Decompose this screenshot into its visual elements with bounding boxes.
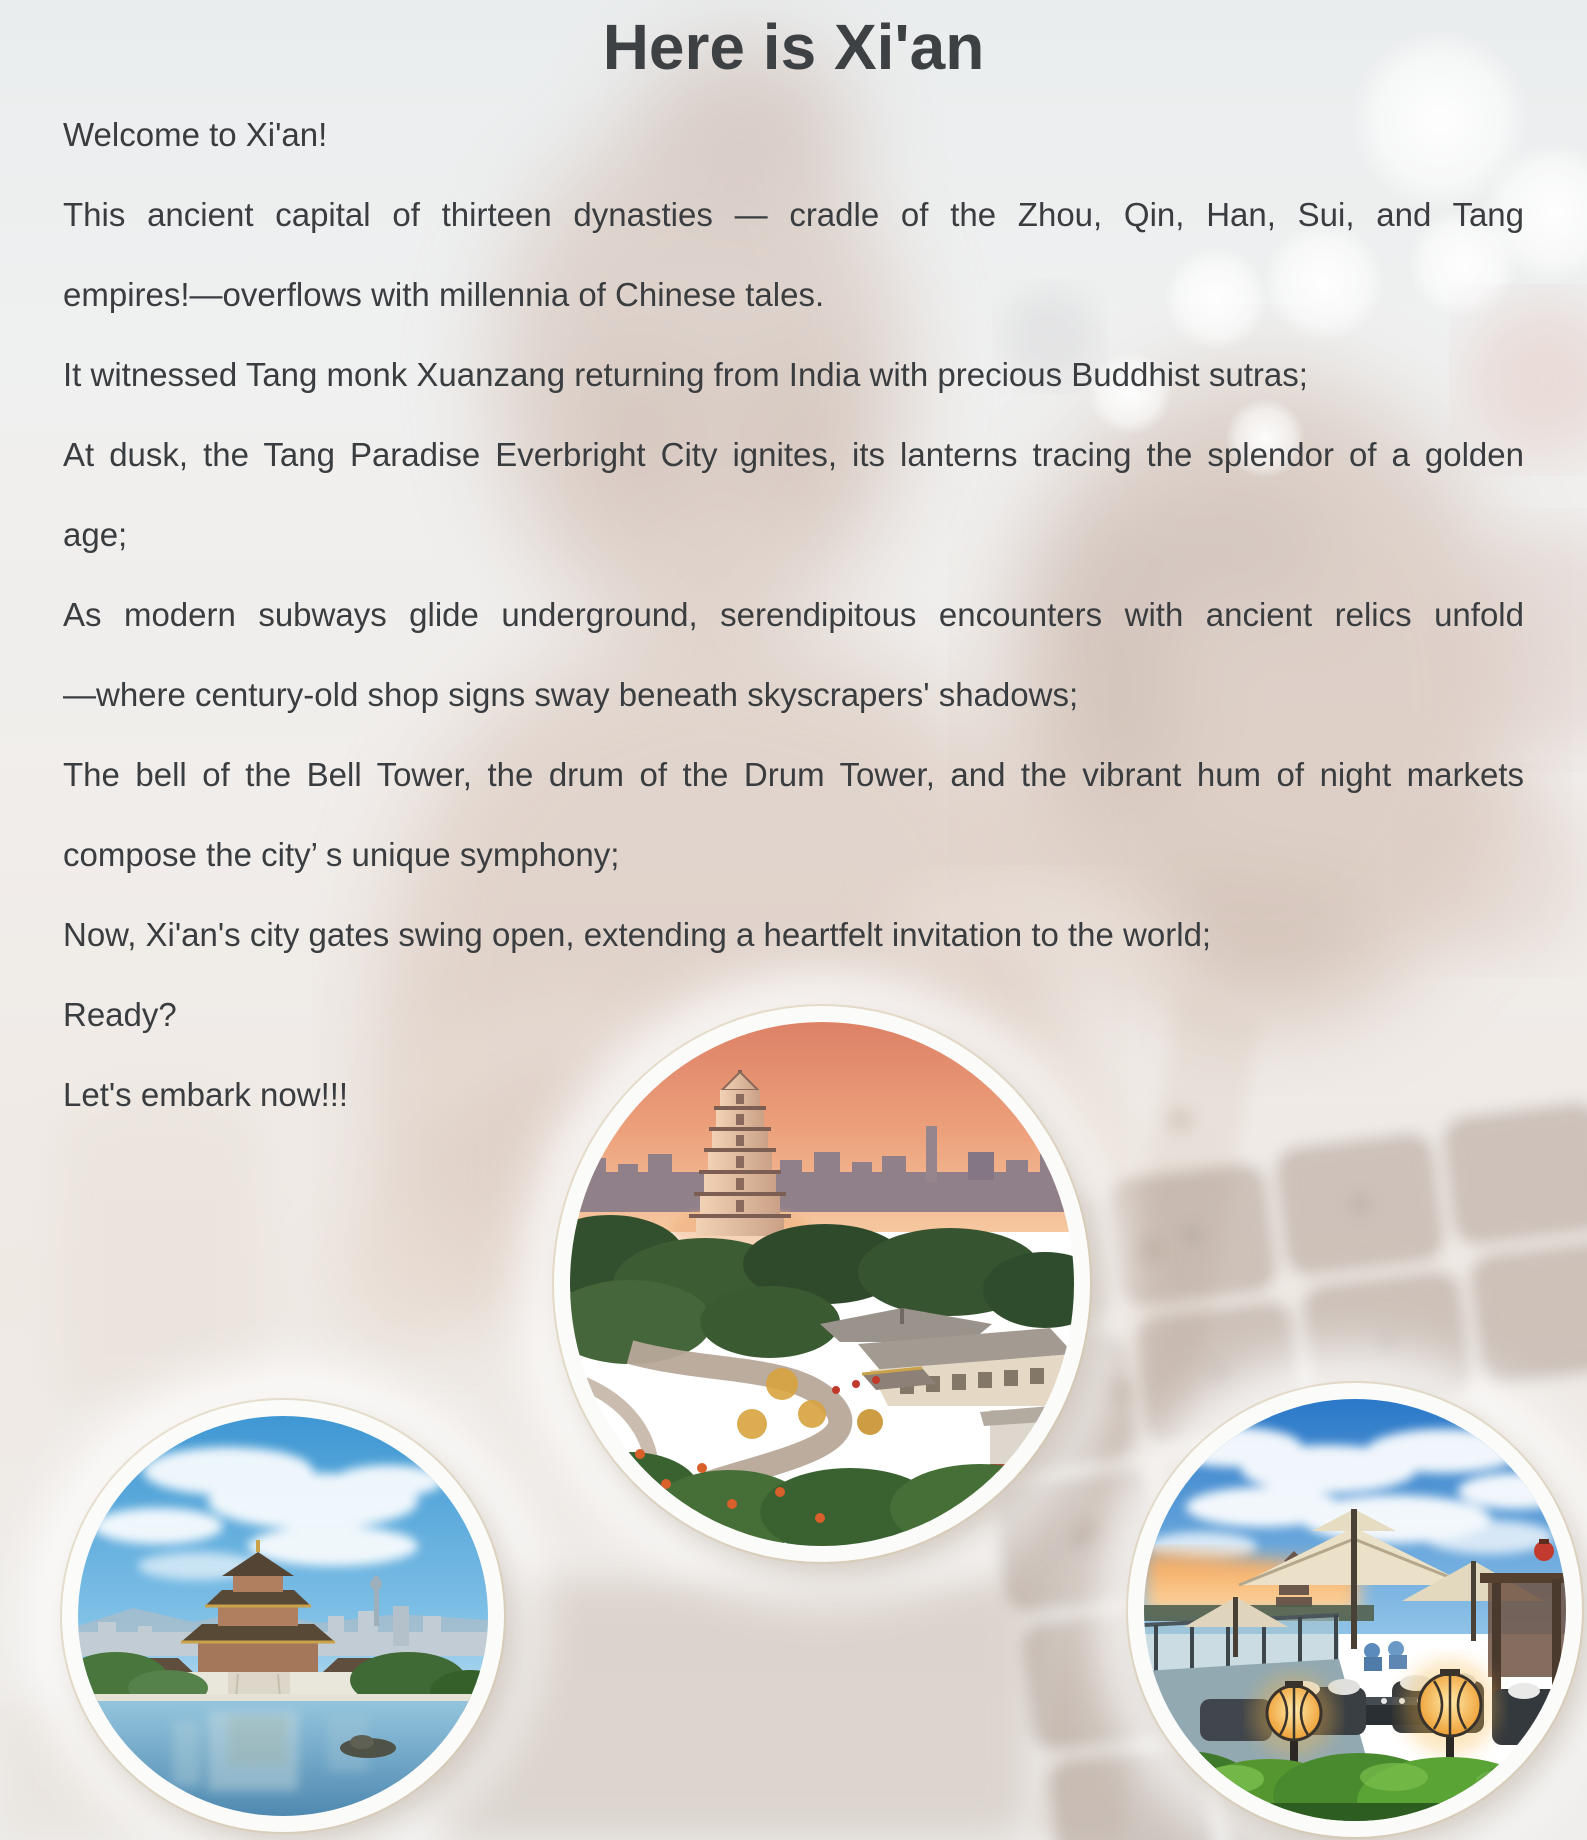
body-line: The bell of the Bell Tower, the drum of the Drum Tower, and the vibrant hum of night markets <box>63 756 1524 793</box>
body-line: It witnessed Tang monk Xuanzang returning from India with precious Buddhist sutras; <box>63 356 1308 393</box>
diners <box>1364 1641 1407 1671</box>
body-line: age; <box>63 516 128 553</box>
body-line: Ready? <box>63 996 177 1033</box>
body-line: At dusk, the Tang Paradise Everbright City ignites, its lanterns tracing the splendor of a golden <box>63 436 1524 473</box>
rooftop-terrace-photo <box>1128 1383 1582 1837</box>
tang-palace-lake-photo <box>62 1400 504 1832</box>
body-line: Let's embark now!!! <box>63 1076 349 1113</box>
body-line: —where century-old shop signs sway beneath skyscrapers' shadows; <box>63 676 1079 713</box>
body-text <box>63 95 1524 1135</box>
body-line: Now, Xi'an's city gates swing open, extending a heartfelt invitation to the world; <box>63 916 1212 953</box>
body-line: compose the city’ s unique symphony; <box>63 836 620 873</box>
temple-buildings <box>820 1308 1074 1476</box>
page-title: Here is Xi'an <box>602 11 985 83</box>
body-line: empires!—overflows with millennia of Chinese tales. <box>63 276 825 313</box>
body-line: Welcome to Xi'an! <box>63 116 328 153</box>
body-line: This ancient capital of thirteen dynasties — cradle of the Zhou, Qin, Han, Sui, and Tang <box>63 196 1524 233</box>
body-line: As modern subways glide underground, serendipitous encounters with ancient relics unfold <box>63 596 1524 633</box>
